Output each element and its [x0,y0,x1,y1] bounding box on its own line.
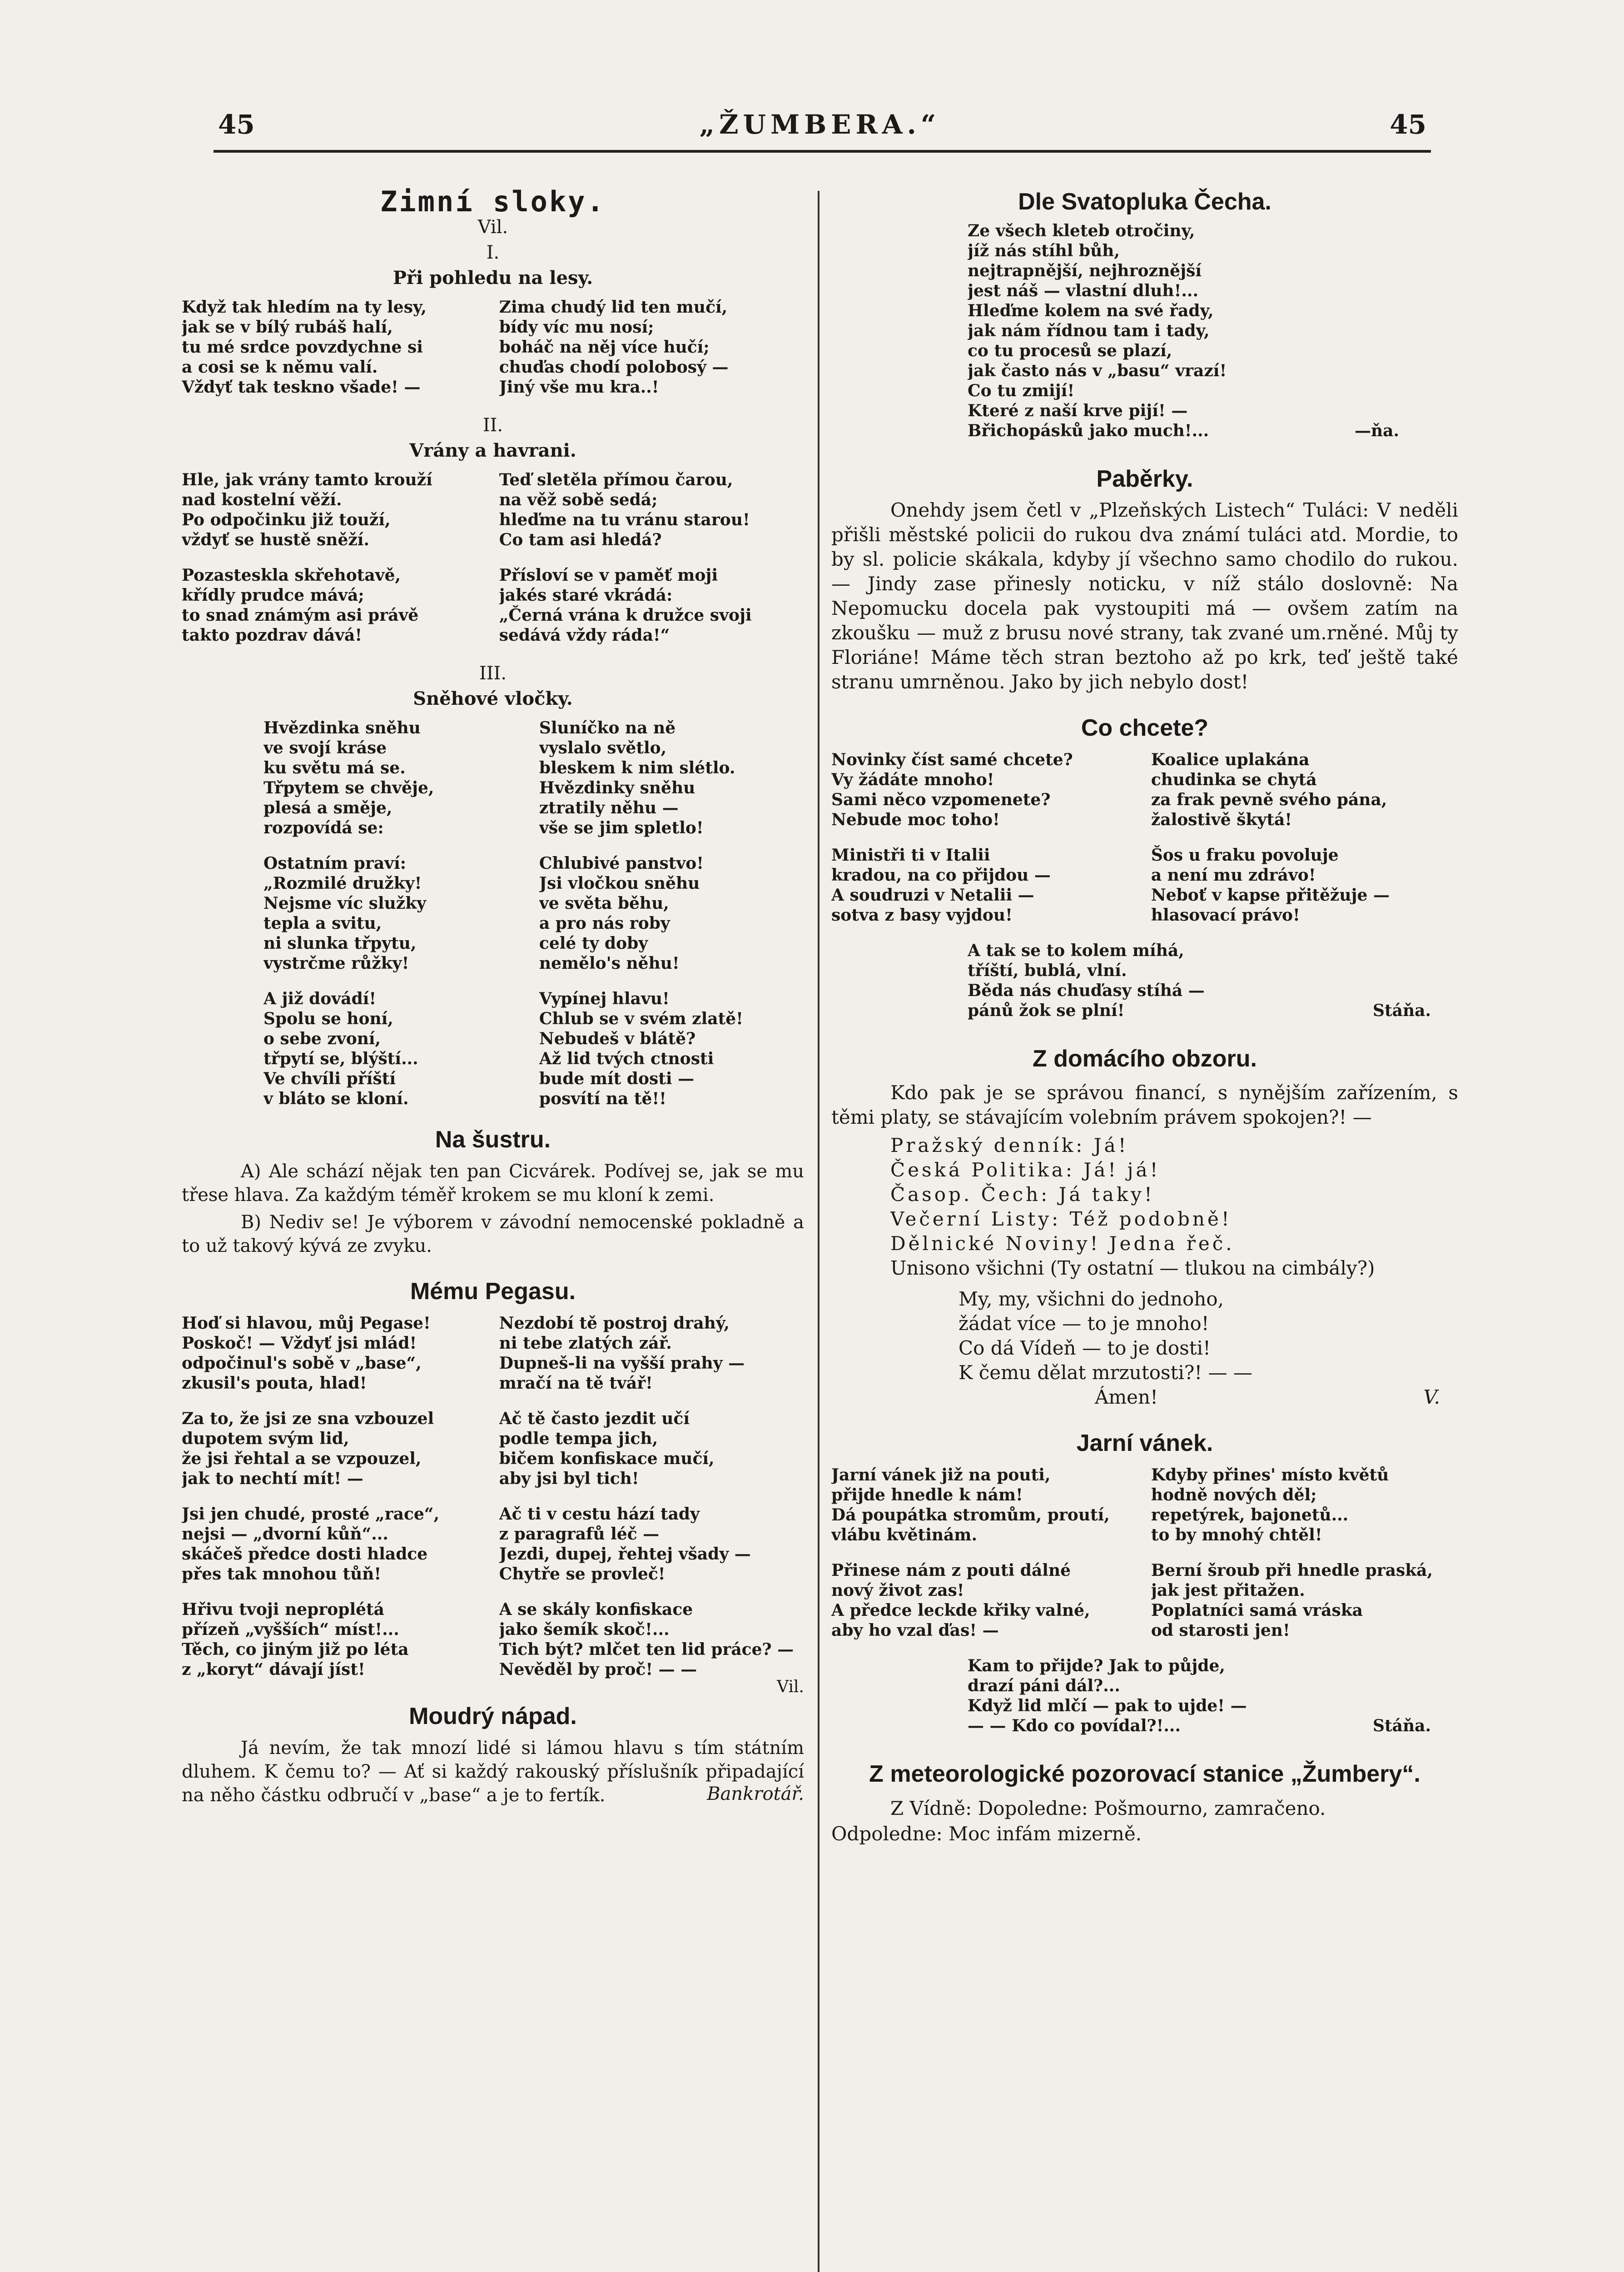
article-title: Paběrky. [1096,466,1193,492]
verse-line: — — Kdo co povídal?!... [968,1716,1181,1735]
report-line: Z Vídně: Dopoledne: Pošmourno, zamračeno. [890,1797,1326,1819]
verse-line: to snad známým asi právě [182,606,419,625]
snow-stanzas [182,718,804,1109]
verse-line: Berní šroub při hnedle praská, [1151,1561,1433,1580]
article-title: Z domácího obzoru. [1033,1046,1257,1072]
verse-line: to by mnohý chtěl! [1151,1525,1322,1545]
verse-line: tříští, bublá, vlní. [968,961,1127,980]
header-rule [214,150,1431,153]
poem-part: Vil. [477,217,508,238]
article-title: Moudrý nápad. [409,1703,577,1729]
verse-line: hodně nových děl; [1151,1485,1317,1505]
stanza-row [182,1409,804,1489]
verse-line: Ostatním praví: [263,854,407,873]
verse-line: v bláto se kloní. [263,1089,409,1108]
signature: Stáňa. [1373,1001,1431,1020]
verse-line: Vy žádáte mnoho! [831,770,994,789]
verse-line: Když lid mlčí — pak to ujde! — [968,1696,1247,1715]
verse-line: Sluníčko na ně [539,718,676,737]
verse-line: drazí páni dál?... [968,1676,1120,1695]
verse-line: A předce leckde křiky valné, [831,1601,1090,1620]
verse-line: Vždyť tak teskno všade! — [182,378,421,397]
verse-line: Koalice uplakána [1151,750,1310,769]
verse-line: Poplatníci samá vráska [1151,1601,1363,1620]
poem-dle-cecha [831,186,1458,441]
stanza [831,1465,1138,1545]
stanza [182,297,487,397]
stanza-row [263,853,804,973]
answer-line: Večerní Listy: Též podobně! [890,1208,1232,1230]
stanza [182,1599,487,1679]
verse-line: Hle, jak vrány tamto krouží [182,470,432,489]
verse-line: rozpovídá se: [263,818,384,837]
signature: V. [1423,1386,1440,1408]
dialogue-paragraph: A) Ale schází nějak ten pan Cicvárek. Podívej se, jak se mu třese hlava. Za každým téměř krokem se mu kloní k zemi. [182,1161,804,1206]
stanza [182,470,487,550]
stanza-row [182,297,804,397]
verse-line: Co dá Vídeň — to je dosti! [959,1337,1211,1359]
verse-line: Jsi jen chudé, prosté „race“, [182,1505,440,1524]
verse-line: ni tebe zlatých zář. [499,1334,672,1353]
verse-line: Dupneš-li na vyšší prahy — [499,1354,745,1373]
verse-line: že jsi řehtal a se vzpouzel, [182,1449,422,1468]
verse-line-with-signature [968,1001,1458,1021]
verse-line: Zima chudý lid ten mučí, [499,298,728,317]
verse-line-with-signature [968,421,1458,441]
section-number: III. [479,663,507,684]
masthead: „ŽUMBERA.“ [699,109,941,140]
verse-line: dupotem svým lid, [182,1429,349,1448]
verse-line: hlasovací právo! [1151,906,1300,925]
stanza [499,1599,804,1679]
verse-line: mračí na tě tvář! [499,1374,653,1393]
verse-line: boháč na něj více hučí; [499,338,710,357]
verse-line: Teď sletěla přímou čarou, [499,470,733,489]
verse-line: Hvězdinky sněhu [539,778,695,797]
verse-line: Neboť v kapse přitěžuje — [1151,886,1390,905]
verse-line: bídy víc mu nosí; [499,318,654,337]
verse-line: tu mé srdce povzdychne si [182,338,423,357]
verse-line: nový život zas! [831,1581,964,1600]
dialogue-paragraph: B) Nediv se! Je výborem v závodní nemocenské pokladně a to už takový kývá ze zvyku. [182,1212,804,1256]
verse-line: nad kostelní věží. [182,490,342,509]
verse-line: chudinka se chytá [1151,770,1317,789]
verse-line: Po odpočinku již touží, [182,510,391,529]
stanza [539,853,804,973]
poem-title: Mému Pegasu. [410,1278,576,1305]
signature: Vil. [777,1678,804,1696]
verse-line: Poskoč! — Vždyť jsi mlád! [182,1334,417,1353]
verse-line: aby jsi byl tich! [499,1469,639,1488]
answer-line: Unisono všichni (Ty ostatní — tlukou na cimbály?) [890,1257,1375,1279]
stanza [182,1504,487,1584]
stanza [1151,1560,1458,1640]
verse-line: Novinky číst samé chcete? [831,750,1073,769]
right-column [831,186,1458,1847]
left-column [182,186,804,1804]
verse-line: Přísloví se v paměť moji [499,566,718,585]
article-na-sustru [182,1124,804,1258]
verse-line: Ze všech kleteb otročiny, [968,221,1195,240]
stanza [182,1313,487,1393]
verse-line: bičem konfiskace mučí, [499,1449,715,1468]
verse-line: Hleďme kolem na své řady, [968,301,1214,320]
poem-zimni-sloky [182,186,804,1109]
stanza-row [831,1560,1458,1640]
section-title: Vrány a havrani. [409,440,576,461]
verse-line: od starosti jen! [1151,1621,1290,1640]
verse-line: Nebude moc toho! [831,810,1000,829]
verse-line: Tich být? mlčet ten lid práce? — [499,1640,794,1659]
verse-line: žalostivě škytá! [1151,810,1292,829]
article-paberky [831,463,1458,694]
verse-line: ve svojí kráse [263,738,387,757]
verse-line: A tak se to kolem míhá, [968,941,1184,960]
verse-line: Co tu zmijí! [968,381,1075,400]
stanza [831,1656,1458,1736]
verse-line: Hoď si hlavou, můj Pegase! [182,1314,431,1333]
verse-line: „Rozmilé družky! [263,874,422,893]
verse-line: My, my, všichni do jednoho, [959,1288,1224,1310]
stanza [499,1409,804,1489]
signature: —ňa. [1354,421,1399,440]
verse-line: takto pozdrav dává! [182,626,363,645]
verse-line: Nebudeš v blátě? [539,1029,696,1048]
verse-line: Jezdi, dupej, řehtej všady — [499,1545,751,1564]
poem-title: Jarní vánek. [1076,1430,1213,1456]
verse-line: jako šemík skoč!... [499,1620,670,1639]
signature: Stáňa. [1373,1716,1431,1735]
verse-line: Za to, že jsi ze sna vzbouzel [182,1409,434,1428]
stanza [499,1313,804,1393]
verse-line: vystrčme růžky! [263,954,409,973]
stanza-row [831,845,1458,925]
column-divider [818,191,819,2272]
article-paragraph: Onehdy jsem četl v „Plzeňských Listech“ Tuláci: V neděli přišli městské policii do rukou dva známí tuláci atd. Mordie, to by sl. policie skákala, kdyby jí všechno samo chodilo do rukou. — Jindy zase přinesly noticku, v níž stálo doslovně: Na Nepomucku docela pak vystoupiti má — ovšem zatím na zkoušku — muž z brusu nové strany, tak zvané um.rněné. Můj ty Floriáne! Máme těch stran beztoho až po krk, teď ještě také stranu umrněnou. Jako by jich nebylo dost! [831,499,1458,693]
article-paragraph: Kdo pak je se správou financí, s nynějším zařízením, s těmi platy, se stávajícím volebním právem spokojen?! — [831,1081,1458,1128]
verse-line: ztratily něhu — [539,798,679,817]
stanza [182,565,487,645]
verse-line: jak často nás v „basu“ vrazí! [968,361,1227,380]
article-paragraph: Já nevím, že tak mnozí lidé si lámou hlavu s tím státním dluhem. K čemu to? — Ať si každý rakouský příslušník připadající na něho částku odbručí v „base“ a je to fertík. [182,1738,804,1806]
verse-line: Ač tě často jezdit učí [499,1409,690,1428]
stanza [182,1409,487,1489]
answers-list [831,1133,1458,1280]
verse-line: „Černá vrána k družce svoji [499,606,752,625]
verse-line: ku světu má se. [263,758,406,777]
stanza [831,941,1458,1021]
stanza [831,845,1138,925]
stanza-row [182,1313,804,1393]
answer-line: Časop. Čech: Já taky! [890,1183,1155,1206]
verse-line: zkusil's pouta, hlad! [182,1374,367,1393]
verse-line: jak nám řídnou tam i tady, [968,321,1210,340]
signature: Bankrotář. [707,1784,804,1804]
verse-line: za frak pevně svého pána, [1151,790,1387,809]
verse-line: A již dovádí! [263,989,377,1008]
verse-line: bleskem k nim slétlo. [539,758,735,777]
stanza [499,1504,804,1584]
verse-line: bude mít dosti — [539,1069,695,1088]
verse-line: Ve chvíli příští [263,1069,396,1088]
article-z-domaciho-obzoru [831,1043,1458,1410]
stanza [539,718,804,838]
verse-line: křídly prudce mává; [182,586,364,605]
section-title: Sněhové vločky. [413,688,573,709]
verse-line: Nevěděl by proč! — — [499,1660,697,1679]
verse-line: vyslalo světlo, [539,738,667,757]
verse-line: Břichopásků jako much!... [968,421,1209,440]
stanza [539,989,804,1109]
verse-line: Šos u fraku povoluje [1151,846,1339,865]
verse-line: vždyť se hustě sněží. [182,530,369,549]
section-number: I. [486,242,500,263]
verse-line: nejtrapnější, nejhroznější [968,261,1202,280]
verse-line: Hřivu tvoji neproplétá [182,1600,385,1619]
verse-line: Těch, co jiným již po léta [182,1640,409,1659]
verse-line: jak to nechtí mít! — [182,1469,363,1488]
stanza-row [263,718,804,838]
page-number-left: 45 [218,109,255,140]
verse-line: pánů žok se plní! [968,1001,1125,1020]
verse-line: vše se jim spletlo! [539,818,704,837]
verse-line: Které z naší krve pijí! — [968,401,1188,420]
section-number: II. [482,415,503,436]
report-line: Odpoledne: Moc infám mizerně. [831,1823,1142,1845]
verse-line: kradou, na co přijdou — [831,866,1051,885]
answer-line: Dělnické Noviny! Jedna řeč. [890,1232,1235,1255]
verse-line: Nezdobí tě postroj drahý, [499,1314,730,1333]
verse-line: Jsi vločkou sněhu [539,874,700,893]
stanza [831,1560,1138,1640]
meteo-report [831,1796,1458,1847]
verse-line: třpytí se, blýští... [263,1049,418,1068]
verse-line: nemělo's něhu! [539,954,680,973]
article-moudry-napad [182,1701,804,1804]
verse-line: Hvězdinka sněhu [263,718,421,737]
verse-line: Třpytem se chvěje, [263,778,434,797]
stanza-row [182,1599,804,1679]
verse-line: co tu procesů se plazí, [968,341,1172,360]
poem-jarni-vanek [831,1428,1458,1736]
verse-line: z paragrafů léč — [499,1525,660,1544]
stanza [1151,750,1458,830]
verse-line: a není mu zdrávo! [1151,866,1316,885]
stanza [263,853,528,973]
verse-line: tepla a svitu, [263,914,382,933]
verse-line: sotva z basy vyjdou! [831,906,1013,925]
verse-line: Kam to přijde? Jak to půjde, [968,1656,1225,1675]
verse-line: A soudruzi v Netalii — [831,886,1034,905]
verse-line: repetýrek, bajonetů... [1151,1505,1349,1525]
verse-line: Nejsme víc služky [263,894,427,913]
article-title: Z meteorologické pozorovací stanice „Žumbery“. [869,1761,1420,1787]
verse-line: Jiný vše mu kra..! [499,378,659,397]
verse-line: nejsi — „dvorní kůň“... [182,1525,388,1544]
amen-line [959,1385,1458,1410]
closing-verse [831,1287,1458,1410]
verse-line: plesá a směje, [263,798,392,817]
poem-title: Zimní sloky. [380,185,606,218]
verse-line: a pro nás roby [539,914,670,933]
verse-line: skáčeš předce dosti hladce [182,1545,428,1564]
poem-memu-pegasu [182,1276,804,1696]
poem-title: Co chcete? [1081,715,1209,741]
verse-line: o sebe zvoní, [263,1029,381,1048]
article-meteo [831,1759,1458,1847]
verse-line: Chlub se v svém zlatě! [539,1009,743,1028]
verse-line: celé ty doby [539,934,648,953]
verse-line: Sami něco vzpomenete? [831,790,1051,809]
verse-line: a cosi se k němu valí. [182,358,378,377]
verse-line: Když tak hledím na ty lesy, [182,298,427,317]
verse-line: Ministři ti v Italii [831,846,990,865]
stanza-row [182,470,804,550]
page-header [214,109,1426,145]
verse-line: podle tempa jich, [499,1429,658,1448]
verse-line: Ač ti v cestu hází tady [499,1505,700,1524]
stanza-row [263,989,804,1109]
page-number-right: 45 [1390,109,1426,140]
verse-line: Pozasteskla skřehotavě, [182,566,401,585]
stanza [1151,1465,1458,1545]
verse-line: posvítí na tě!! [539,1089,666,1108]
verse-line: A se skály konfiskace [499,1600,693,1619]
answer-line: Pražský denník: Já! [890,1134,1129,1156]
poem-title: Dle Svatopluka Čecha. [1018,189,1271,215]
verse-line: jak jest přitažen. [1151,1581,1305,1600]
verse-line: Vypínej hlavu! [539,989,670,1008]
stanza-row [831,750,1458,830]
verse-line: sedává vždy ráda!“ [499,626,670,645]
verse-line: hleďme na tu vránu starou! [499,510,750,529]
stanza [263,718,528,838]
verse-line: jest náš — vlastní dluh!... [968,281,1198,300]
verse-line: přijde hnedle k nám! [831,1485,1023,1505]
verse-line: Chytře se provleč! [499,1564,665,1584]
verse-line: přes tak mnohou tůň! [182,1564,382,1584]
verse-line: jíž nás stíhl bůh, [968,241,1120,260]
verse-line: přízeň „vyšších“ míst!... [182,1620,399,1639]
stanza [831,750,1138,830]
stanza [499,297,804,397]
poem-co-chcete [831,712,1458,1021]
verse-line: Běda nás chuďasy stíhá — [968,981,1205,1000]
verse-line: z „koryt“ dávají jíst! [182,1660,365,1679]
verse-line: Dá poupátka stromům, proutí, [831,1505,1110,1525]
verse-line: žádat více — to je mnoho! [959,1312,1209,1335]
answer-line: Česká Politika: Já! já! [890,1159,1161,1181]
verse-line: Jarní vánek již na pouti, [831,1465,1051,1485]
verse-line: Co tam asi hledá? [499,530,662,549]
stanza-row [182,1504,804,1584]
article-title: Na šustru. [435,1126,551,1153]
amen: Ámen! [1095,1386,1158,1408]
verse-line: odpočinul's sobě v „base“, [182,1354,422,1373]
verse-line: Až lid tvých ctnosti [539,1049,714,1068]
verse-line: Chlubivé panstvo! [539,854,704,873]
verse-line: vlábu květinám. [831,1525,977,1545]
verse-line: jakés staré vkrádá: [499,586,673,605]
verse-line: Spolu se honí, [263,1009,393,1028]
verse-line: chuďas chodí polobosý — [499,358,729,377]
section-title: Při pohledu na lesy. [392,267,593,289]
poem-body [831,221,1458,441]
verse-line: ni slunka třpytu, [263,934,417,953]
verse-line: jak se v bílý rubáš halí, [182,318,393,337]
stanza-row [182,565,804,645]
verse-line: Přinese nám z pouti dálné [831,1561,1071,1580]
verse-line: K čemu dělat mrzutosti?! — — [959,1361,1252,1384]
stanza [499,565,804,645]
verse-line-with-signature [968,1716,1458,1736]
stanza [1151,845,1458,925]
verse-line: aby ho vzal ďas! — [831,1621,999,1640]
stanza [499,470,804,550]
verse-line: Kdyby přines' místo květů [1151,1465,1389,1485]
verse-line: na věž sobě sedá; [499,490,658,509]
stanza [263,989,528,1109]
verse-line: ve světa běhu, [539,894,669,913]
stanza-row [831,1465,1458,1545]
